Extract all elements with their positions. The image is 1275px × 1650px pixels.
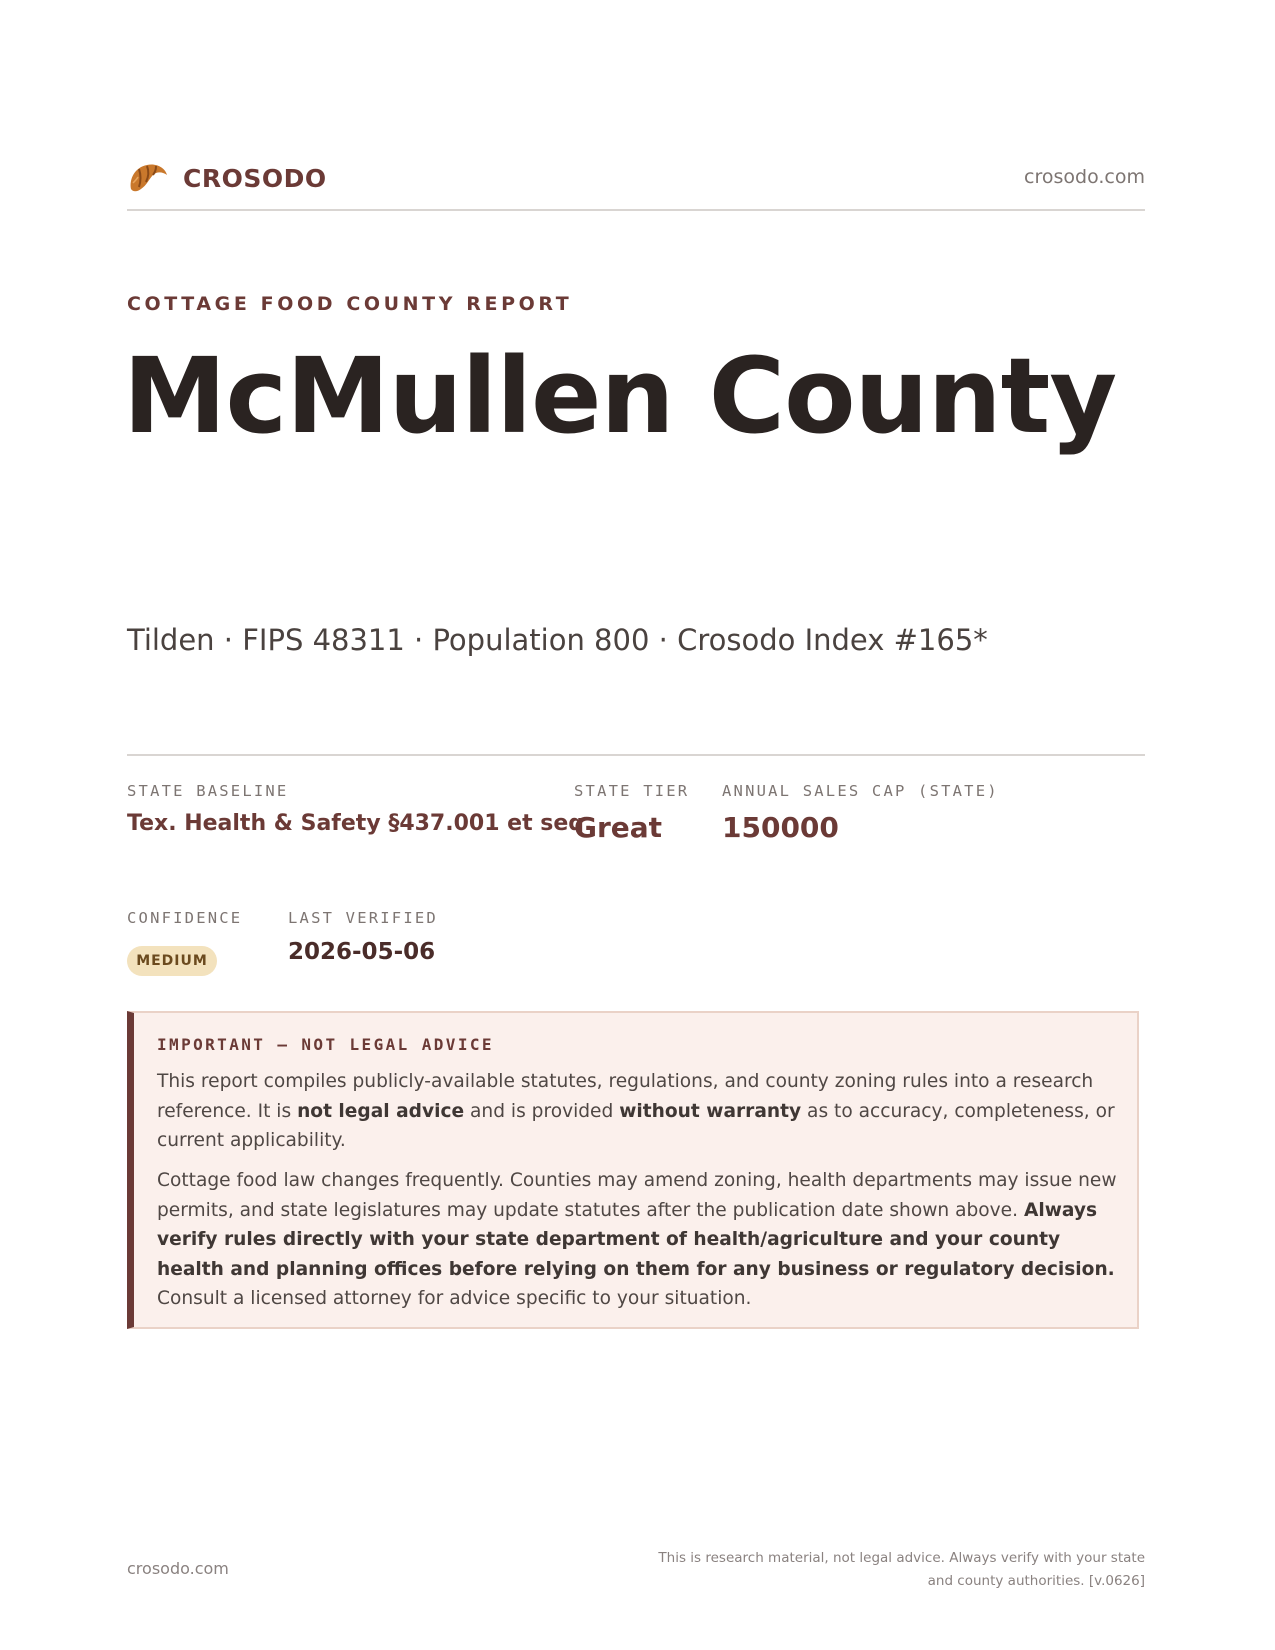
notice-emphasis: Always verify rules directly with your state department of health/agriculture and your county health and planning offices before relying on them for any business or regulatory decision. [157, 1199, 1115, 1280]
notice-text: Cottage food law changes frequently. Counties may amend zoning, health departments may issue new permits, and state legislatures may update statutes after the publication date shown above. [157, 1170, 1117, 1221]
notice-text: This report compiles publicly-available statutes, regulations, and county zoning rules into a research reference. It is [157, 1071, 1094, 1122]
confidence-label: CONFIDENCE [127, 909, 243, 927]
state-baseline-label: STATE BASELINE [127, 782, 289, 800]
last-verified-label: LAST VERIFIED [288, 909, 438, 927]
notice-emphasis: not legal advice [297, 1100, 465, 1122]
notice-heading: IMPORTANT — NOT LEGAL ADVICE [157, 1035, 494, 1054]
state-tier-label: STATE TIER [574, 782, 690, 800]
site-url[interactable]: crosodo.com [1024, 166, 1145, 188]
page-title: McMullen County [123, 335, 1117, 457]
section-divider [127, 754, 1145, 756]
confidence-badge: MEDIUM [127, 946, 217, 976]
footer-disclaimer-line-1: This is research material, not legal advice. Always verify with your state [658, 1550, 1145, 1566]
footer-disclaimer [625, 1547, 1145, 1593]
header-divider [127, 209, 1145, 211]
croissant-icon [127, 159, 169, 195]
report-eyebrow: COTTAGE FOOD COUNTY REPORT [127, 293, 573, 315]
notice-text: and is provided [464, 1100, 620, 1122]
notice-paragraph-1 [157, 1067, 1127, 1156]
state-baseline-value: Tex. Health & Safety §437.001 et seq. [127, 811, 593, 836]
notice-text: Consult a licensed attorney for advice specific to your situation. [157, 1288, 752, 1309]
state-tier-value: Great [574, 811, 663, 844]
sales-cap-label: ANNUAL SALES CAP (STATE) [722, 782, 999, 800]
footer-url[interactable]: crosodo.com [127, 1559, 229, 1578]
page-header [127, 155, 1145, 205]
footer-disclaimer-line-2: and county authorities. [v.0626] [927, 1573, 1145, 1589]
notice-emphasis: without warranty [619, 1100, 802, 1122]
report-page [123, 0, 1145, 1650]
last-verified-value: 2026-05-06 [288, 939, 436, 965]
legal-notice [127, 1011, 1139, 1329]
sales-cap-value: 150000 [722, 811, 839, 844]
brand-name: CROSODO [183, 164, 327, 193]
notice-paragraph-2 [157, 1166, 1127, 1314]
county-summary: Tilden · FIPS 48311 · Population 800 · Crosodo Index #165* [127, 623, 988, 657]
notice-text: as to accuracy, completeness, or current applicability. [157, 1100, 1115, 1151]
